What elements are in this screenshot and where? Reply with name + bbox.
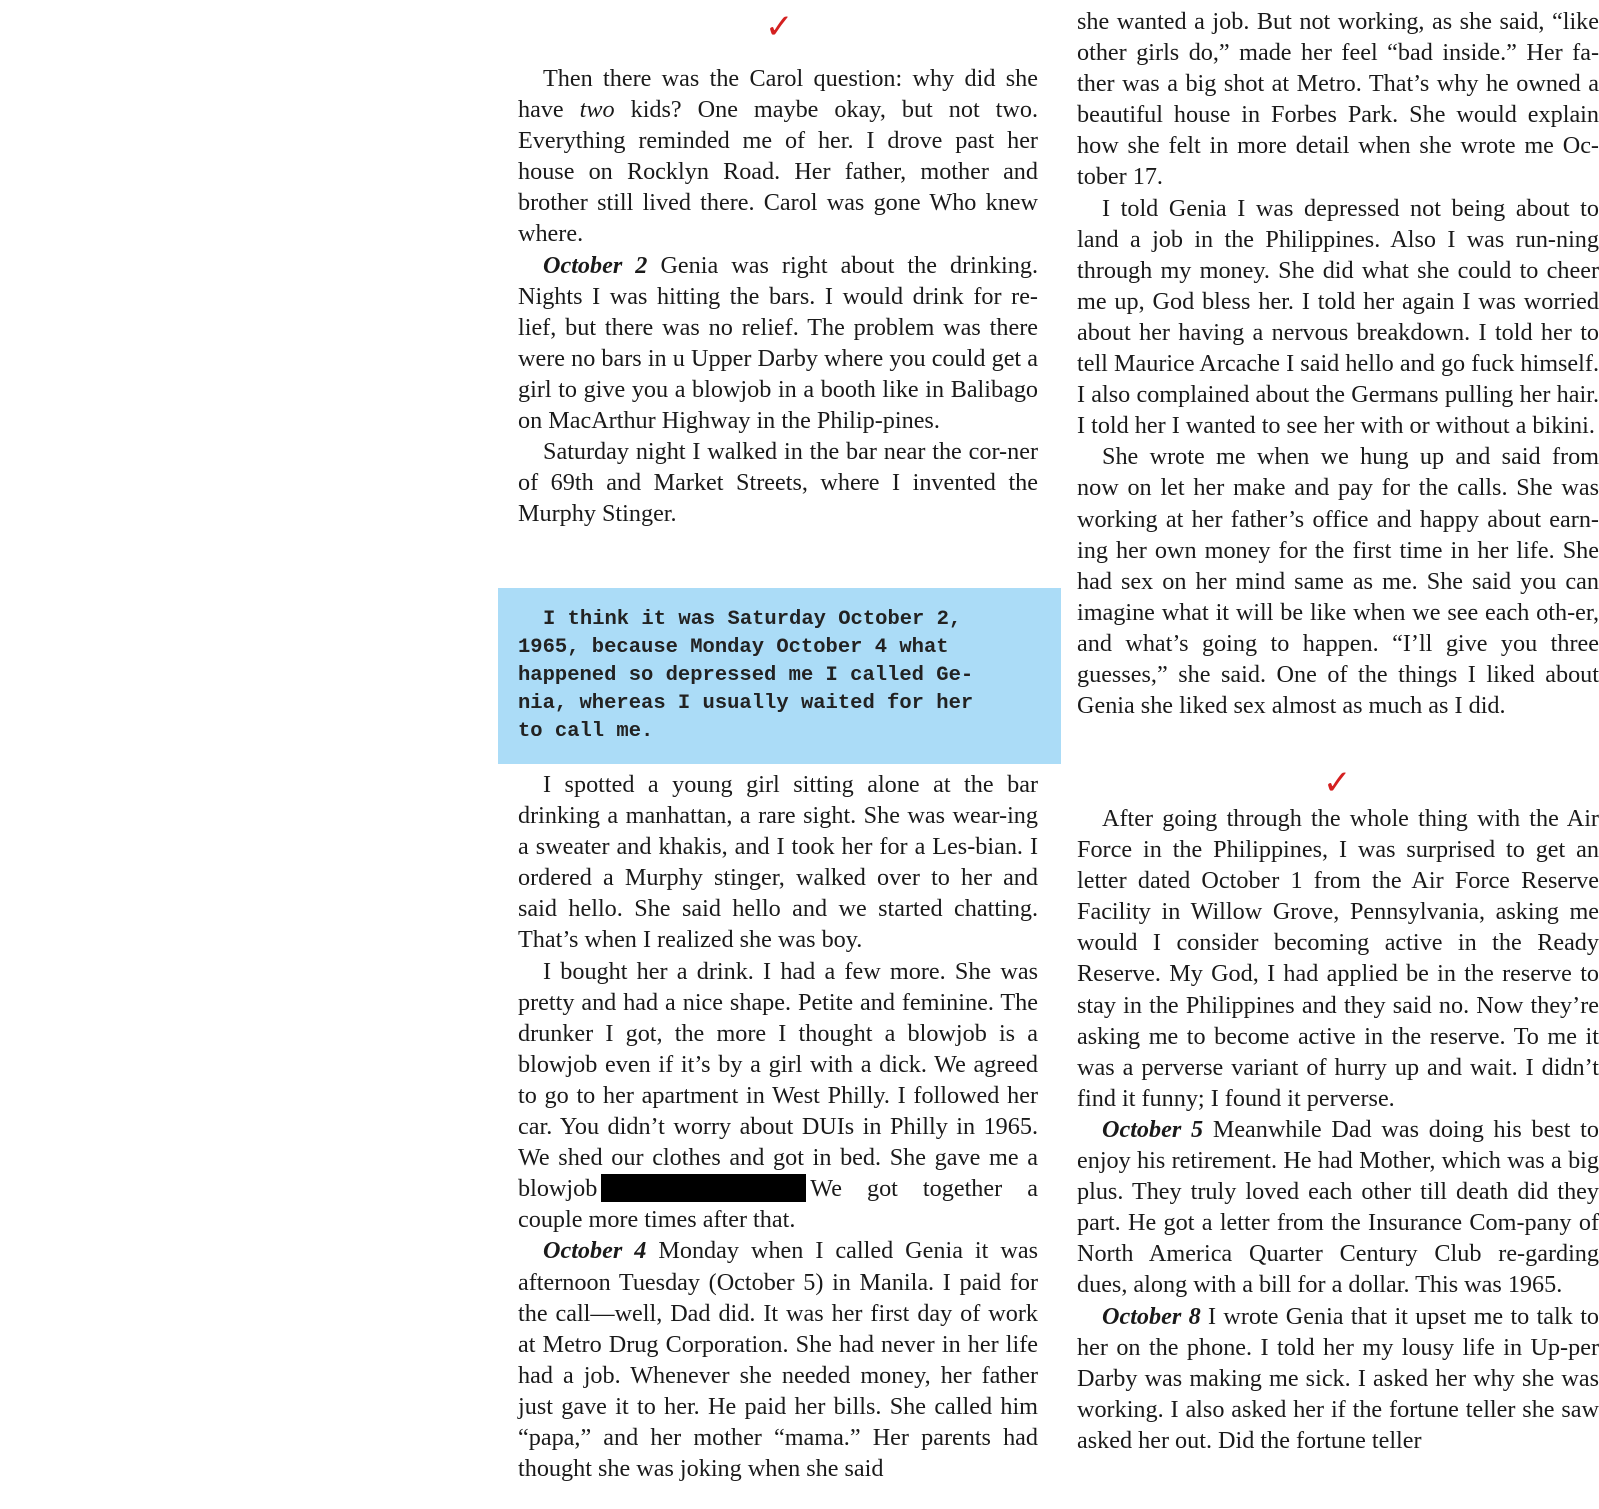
paragraph: I bought her a drink. I had a few more. She was pretty and had a nice shape. Petite and feminine. The drunker I got, the more I thought a blowjob is a blowjob even if it’s by a girl with a dick. We agreed to go to her apartment in West Philly. I followed her car. You didn’t worry about DUIs in Philly in 1965. We shed our clothes and got in bed. She gave me a blowjob We got together a couple more times after that.: [518, 957, 1039, 1234]
redaction-bar: [601, 1174, 806, 1202]
check-mark: ✓: [765, 7, 794, 47]
editor-note-text: I think it was Saturday October 2, 1965, because Monday October 4 what happened so depressed me I called Ge- nia, whereas I usually waited for her to call me.: [518, 608, 974, 743]
paragraph: I spotted a young girl sitting alone at the bar drinking a manhattan, a rare sight. She was wear-ing a sweater and khakis, and I took her for a Les-bian. I ordered a Murphy stinger, walked over to her and said hello. She said hello and we started chatting. That’s when I realized she was boy.: [518, 771, 1039, 954]
paragraph: Then there was the Carol question: why did she have two kids? One maybe okay, but not two. Everything reminded me of her. I drove past her house on Rocklyn Road. Her father, mother and brother still lived there. Carol was gone Who knew where.: [518, 65, 1039, 248]
editor-note-box: [498, 588, 1061, 764]
date-heading: October 5: [1102, 1115, 1204, 1143]
paragraph: October 2 Genia was right about the drinking. Nights I was hitting the bars. I would drink for re-lief, but there was no relief. The problem was there were no bars in u Upper Darby where you could get a girl to give you a blowjob in a booth like in Balibago on MacArthur Highway in the Philip-pines.: [518, 251, 1039, 435]
paragraph: October 8 I wrote Genia that it upset me to talk to her on the phone. I told her my lousy life in Up-per Darby was making me sick. I asked her why she was working. I also asked her if the fortune teller she saw asked her out. Did the fortune teller: [1077, 1302, 1599, 1454]
paragraph: I told Genia I was depressed not being about to land a job in the Philippines. Also I was run-ning through my money. She did what she could to cheer me up, God bless her. I told her again I was worried about her having a nervous breakdown. I told her to tell Maurice Arcache I said hello and go fuck himself. I also complained about the Germans pulling her hair. I told her I wanted to see her with or without a bikini.: [1077, 194, 1599, 440]
date-heading: October 8: [1102, 1302, 1201, 1330]
date-heading: October 2: [543, 251, 648, 279]
paragraph: After going through the whole thing with the Air Force in the Philippines, I was surprised to get an letter dated October 1 from the Air Force Reserve Facility in Willow Grove, Pennsylvania, asking me would I consider becoming active in the Ready Reserve. My God, I had applied be in the reserve to stay in the Philippines and they said no. Now they’re asking me to become active in the reserve. To me it was a perverse variant of hurry up and wait. I didn’t find it funny; I found it perverse.: [1077, 805, 1599, 1112]
paragraph: She wrote me when we hung up and said from now on let her make and pay for the calls. She was working at her father’s office and happy about earn-ing her own money for the first time in her life. She had sex on her mind same as me. She said you can imagine what it will be like when we see each oth-er, and what’s going to happen. “I’ll give you three guesses,” she said. One of the things I liked about Genia she liked sex almost as much as I did.: [1077, 443, 1599, 720]
paragraph: Saturday night I walked in the bar near the cor-ner of 69th and Market Streets, where I invented the Murphy Stinger.: [518, 438, 1038, 528]
paragraph: she wanted a job. But not working, as she said, “like other girls do,” made her feel “bad inside.” Her fa-ther was a big shot at Metro. That’s why he owned a beautiful house in Forbes Park. She would explain how she felt in more detail when she wrote me Oc-tober 17.: [1077, 8, 1599, 191]
paragraph: October 5 Meanwhile Dad was doing his best to enjoy his retirement. He had Mother, which was a big plus. They truly loved each other till death did they part. He got a letter from the Insurance Com-pany of North America Quarter Century Club re-garding dues, along with a bill for a dollar. This was 1965.: [1077, 1115, 1599, 1299]
check-mark: ✓: [1323, 763, 1352, 803]
paragraph: October 4 Monday when I called Genia it was afternoon Tuesday (October 5) in Manila. I paid for the call—well, Dad did. It was her first day of work at Metro Drug Corporation. She had never in her life had a job. Whenever she needed money, her father just gave it to her. He paid her bills. She called him “papa,” and her mother “mama.” Her parents had thought she was joking when she said: [518, 1237, 1038, 1483]
date-heading: October 4: [543, 1237, 647, 1265]
